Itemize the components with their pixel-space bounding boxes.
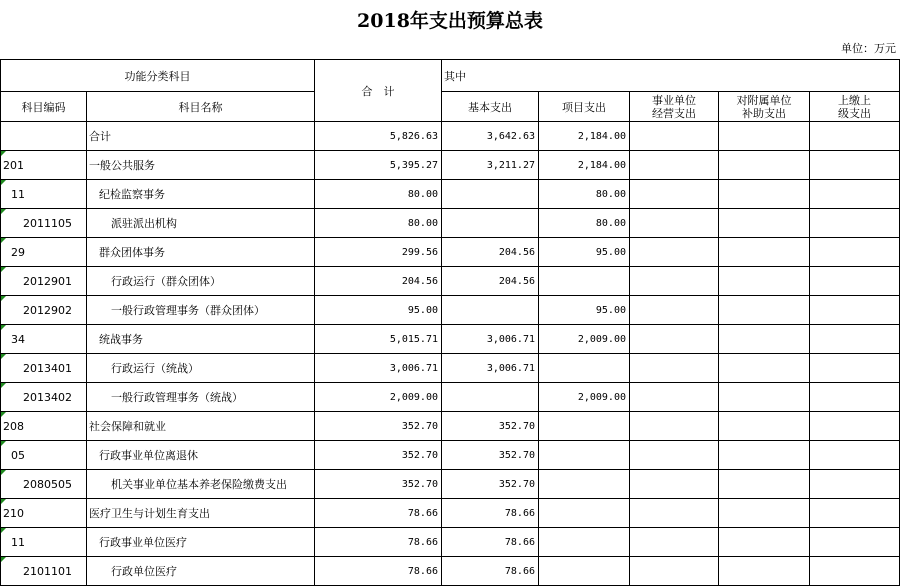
table-row bbox=[1, 354, 900, 383]
cell-name: 行政单位医疗 bbox=[87, 557, 315, 586]
table-row bbox=[1, 238, 900, 267]
cell-name: 纪检监察事务 bbox=[87, 180, 315, 209]
cell-business bbox=[630, 180, 719, 209]
cell-subsidy bbox=[719, 122, 810, 151]
cell-subsidy bbox=[719, 499, 810, 528]
cell-basic: 204.56 bbox=[442, 238, 539, 267]
table-row bbox=[1, 441, 900, 470]
cell-subsidy bbox=[719, 557, 810, 586]
cell-remit bbox=[810, 354, 900, 383]
unit-label: 单位：万元 bbox=[841, 42, 896, 55]
cell-name: 一般行政管理事务（统战） bbox=[87, 383, 315, 412]
cell-name: 行政事业单位医疗 bbox=[87, 528, 315, 557]
cell-name: 一般行政管理事务（群众团体） bbox=[87, 296, 315, 325]
cell-total: 5,826.63 bbox=[315, 122, 442, 151]
cell-basic bbox=[442, 383, 539, 412]
cell-name: 行政事业单位离退休 bbox=[87, 441, 315, 470]
cell-total: 2,009.00 bbox=[315, 383, 442, 412]
header-name: 科目名称 bbox=[87, 92, 315, 122]
cell-code: 11 bbox=[1, 180, 87, 209]
cell-name: 群众团体事务 bbox=[87, 238, 315, 267]
header-project: 项目支出 bbox=[539, 92, 630, 122]
table-row bbox=[1, 383, 900, 412]
cell-basic: 352.70 bbox=[442, 412, 539, 441]
cell-subsidy bbox=[719, 412, 810, 441]
cell-basic: 3,006.71 bbox=[442, 325, 539, 354]
cell-remit bbox=[810, 296, 900, 325]
cell-total: 78.66 bbox=[315, 528, 442, 557]
cell-business bbox=[630, 557, 719, 586]
cell-name: 社会保障和就业 bbox=[87, 412, 315, 441]
cell-remit bbox=[810, 238, 900, 267]
cell-project: 2,184.00 bbox=[539, 122, 630, 151]
table-row bbox=[1, 180, 900, 209]
cell-project bbox=[539, 412, 630, 441]
cell-code: 201 bbox=[1, 151, 87, 180]
cell-remit bbox=[810, 499, 900, 528]
cell-total: 3,006.71 bbox=[315, 354, 442, 383]
cell-project bbox=[539, 354, 630, 383]
cell-code: 05 bbox=[1, 441, 87, 470]
cell-business bbox=[630, 412, 719, 441]
cell-project: 2,009.00 bbox=[539, 325, 630, 354]
cell-total: 78.66 bbox=[315, 557, 442, 586]
table-row bbox=[1, 499, 900, 528]
cell-total: 204.56 bbox=[315, 267, 442, 296]
table-row bbox=[1, 151, 900, 180]
header-basic: 基本支出 bbox=[442, 92, 539, 122]
cell-total: 80.00 bbox=[315, 180, 442, 209]
cell-remit bbox=[810, 528, 900, 557]
cell-business bbox=[630, 122, 719, 151]
cell-subsidy bbox=[719, 267, 810, 296]
cell-name: 行政运行（群众团体） bbox=[87, 267, 315, 296]
cell-code bbox=[1, 122, 87, 151]
cell-basic: 78.66 bbox=[442, 557, 539, 586]
cell-code: 208 bbox=[1, 412, 87, 441]
cell-project bbox=[539, 441, 630, 470]
cell-code: 2013401 bbox=[1, 354, 87, 383]
cell-business bbox=[630, 441, 719, 470]
cell-project: 95.00 bbox=[539, 238, 630, 267]
cell-subsidy bbox=[719, 238, 810, 267]
cell-remit bbox=[810, 441, 900, 470]
cell-remit bbox=[810, 209, 900, 238]
header-business: 事业单位 经营支出 bbox=[630, 92, 719, 122]
cell-name: 一般公共服务 bbox=[87, 151, 315, 180]
cell-remit bbox=[810, 180, 900, 209]
cell-business bbox=[630, 151, 719, 180]
cell-subsidy bbox=[719, 441, 810, 470]
cell-business bbox=[630, 499, 719, 528]
cell-basic: 78.66 bbox=[442, 528, 539, 557]
cell-basic: 352.70 bbox=[442, 470, 539, 499]
cell-remit bbox=[810, 383, 900, 412]
cell-code: 2080505 bbox=[1, 470, 87, 499]
cell-code: 2013402 bbox=[1, 383, 87, 412]
cell-basic bbox=[442, 180, 539, 209]
header-func-category: 功能分类科目 bbox=[1, 60, 315, 92]
cell-name: 统战事务 bbox=[87, 325, 315, 354]
table-row bbox=[1, 209, 900, 238]
cell-subsidy bbox=[719, 383, 810, 412]
cell-name: 行政运行（统战） bbox=[87, 354, 315, 383]
cell-remit bbox=[810, 122, 900, 151]
cell-project bbox=[539, 267, 630, 296]
cell-code: 2012902 bbox=[1, 296, 87, 325]
cell-total: 299.56 bbox=[315, 238, 442, 267]
cell-business bbox=[630, 209, 719, 238]
cell-code: 34 bbox=[1, 325, 87, 354]
cell-project: 80.00 bbox=[539, 209, 630, 238]
cell-subsidy bbox=[719, 209, 810, 238]
table-row bbox=[1, 267, 900, 296]
cell-business bbox=[630, 383, 719, 412]
budget-table bbox=[0, 59, 900, 586]
cell-name: 医疗卫生与计划生育支出 bbox=[87, 499, 315, 528]
cell-subsidy bbox=[719, 470, 810, 499]
cell-remit bbox=[810, 151, 900, 180]
cell-total: 352.70 bbox=[315, 470, 442, 499]
cell-code: 2012901 bbox=[1, 267, 87, 296]
cell-code: 29 bbox=[1, 238, 87, 267]
cell-business bbox=[630, 470, 719, 499]
cell-business bbox=[630, 296, 719, 325]
cell-remit bbox=[810, 412, 900, 441]
table-row bbox=[1, 122, 900, 151]
cell-project: 2,009.00 bbox=[539, 383, 630, 412]
cell-basic bbox=[442, 209, 539, 238]
cell-code: 11 bbox=[1, 528, 87, 557]
cell-code: 210 bbox=[1, 499, 87, 528]
cell-project: 95.00 bbox=[539, 296, 630, 325]
cell-remit bbox=[810, 557, 900, 586]
header-code: 科目编码 bbox=[1, 92, 87, 122]
cell-subsidy bbox=[719, 325, 810, 354]
cell-total: 95.00 bbox=[315, 296, 442, 325]
cell-code: 2011105 bbox=[1, 209, 87, 238]
cell-project bbox=[539, 499, 630, 528]
table-row bbox=[1, 296, 900, 325]
cell-remit bbox=[810, 267, 900, 296]
cell-basic: 3,211.27 bbox=[442, 151, 539, 180]
table-row bbox=[1, 325, 900, 354]
cell-name: 派驻派出机构 bbox=[87, 209, 315, 238]
header-total: 合 计 bbox=[315, 60, 442, 122]
cell-basic: 352.70 bbox=[442, 441, 539, 470]
table-row bbox=[1, 557, 900, 586]
cell-basic: 3,006.71 bbox=[442, 354, 539, 383]
cell-subsidy bbox=[719, 528, 810, 557]
cell-business bbox=[630, 267, 719, 296]
cell-basic bbox=[442, 296, 539, 325]
cell-business bbox=[630, 528, 719, 557]
cell-subsidy bbox=[719, 296, 810, 325]
header-remit: 上缴上 级支出 bbox=[810, 92, 900, 122]
cell-project: 2,184.00 bbox=[539, 151, 630, 180]
cell-code: 2101101 bbox=[1, 557, 87, 586]
header-subsidy: 对附属单位 补助支出 bbox=[719, 92, 810, 122]
table-row bbox=[1, 528, 900, 557]
cell-total: 78.66 bbox=[315, 499, 442, 528]
cell-project bbox=[539, 528, 630, 557]
cell-name: 合计 bbox=[87, 122, 315, 151]
cell-basic: 78.66 bbox=[442, 499, 539, 528]
cell-business bbox=[630, 325, 719, 354]
page-title: 2018年支出预算总表 bbox=[357, 10, 543, 32]
cell-project: 80.00 bbox=[539, 180, 630, 209]
cell-remit bbox=[810, 325, 900, 354]
table-row bbox=[1, 470, 900, 499]
cell-remit bbox=[810, 470, 900, 499]
cell-business bbox=[630, 238, 719, 267]
table-row bbox=[1, 412, 900, 441]
cell-total: 352.70 bbox=[315, 441, 442, 470]
cell-total: 5,015.71 bbox=[315, 325, 442, 354]
header-of-which: 其中 bbox=[442, 60, 900, 92]
cell-project bbox=[539, 470, 630, 499]
cell-subsidy bbox=[719, 151, 810, 180]
cell-total: 80.00 bbox=[315, 209, 442, 238]
cell-business bbox=[630, 354, 719, 383]
cell-total: 352.70 bbox=[315, 412, 442, 441]
cell-subsidy bbox=[719, 180, 810, 209]
cell-name: 机关事业单位基本养老保险缴费支出 bbox=[87, 470, 315, 499]
cell-basic: 3,642.63 bbox=[442, 122, 539, 151]
cell-project bbox=[539, 557, 630, 586]
cell-total: 5,395.27 bbox=[315, 151, 442, 180]
cell-basic: 204.56 bbox=[442, 267, 539, 296]
cell-subsidy bbox=[719, 354, 810, 383]
